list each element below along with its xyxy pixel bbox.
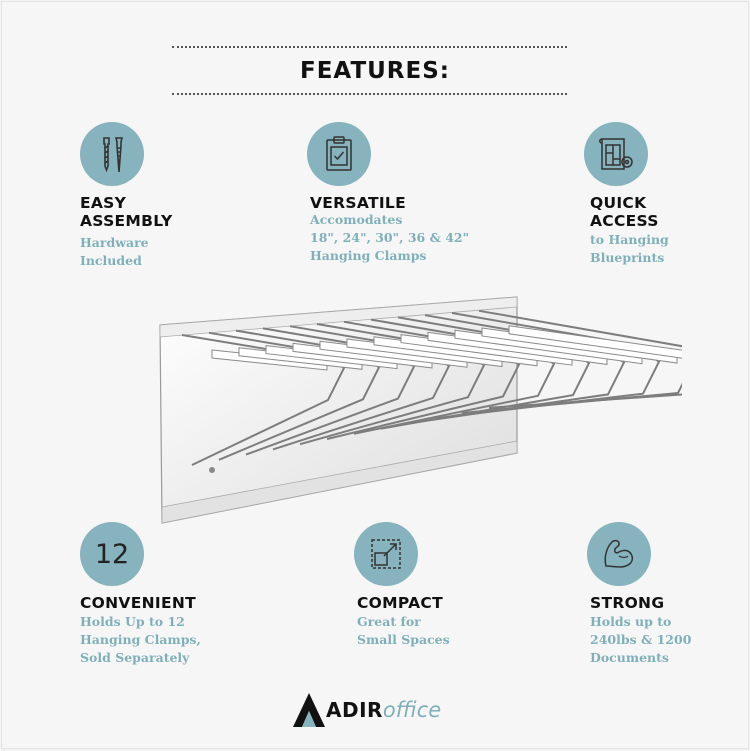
screw-anchor-icon bbox=[80, 122, 144, 186]
feature-title: CONVENIENT bbox=[80, 594, 196, 612]
feature-subtitle: Hardware Included bbox=[80, 235, 149, 268]
feature-quick-access bbox=[590, 122, 740, 282]
feature-title: VERSATILE bbox=[310, 194, 406, 212]
compress-arrows-icon bbox=[354, 522, 418, 586]
brand-name-light: office bbox=[382, 697, 442, 722]
page-title: FEATURES: bbox=[300, 58, 450, 84]
feature-compact bbox=[357, 522, 547, 682]
feature-easy-assembly bbox=[80, 122, 270, 282]
feature-versatile bbox=[310, 122, 510, 282]
feature-subtitle: Holds up to 240lbs & 1200 Documents bbox=[590, 614, 692, 665]
feature-subtitle: Great for Small Spaces bbox=[357, 614, 450, 647]
capacity-number: 12 bbox=[94, 538, 130, 570]
blueprint-icon bbox=[584, 122, 648, 186]
feature-subtitle: Accomodates 18", 24", 30", 36 & 42" Hanging Clamps bbox=[310, 212, 470, 263]
number-12-badge bbox=[80, 522, 144, 586]
top-dotted-divider bbox=[172, 46, 567, 48]
bottom-dotted-divider bbox=[172, 93, 567, 95]
feature-title: EASY ASSEMBLY bbox=[80, 194, 173, 230]
feature-convenient bbox=[80, 522, 270, 682]
feature-strong bbox=[590, 522, 740, 682]
flexed-bicep-icon bbox=[587, 522, 651, 586]
clipboard-check-icon bbox=[307, 122, 371, 186]
feature-title: STRONG bbox=[590, 594, 665, 612]
brand-logo bbox=[292, 687, 441, 732]
feature-subtitle: to Hanging Blueprints bbox=[590, 232, 669, 265]
feature-title: QUICK ACCESS bbox=[590, 194, 659, 230]
wall-rack-illustration bbox=[142, 295, 682, 525]
feature-title: COMPACT bbox=[357, 594, 443, 612]
feature-subtitle: Holds Up to 12 Hanging Clamps, Sold Separately bbox=[80, 614, 201, 665]
feature-sheet bbox=[1, 1, 749, 749]
brand-name-bold: ADIR bbox=[326, 697, 383, 722]
adir-logo-icon bbox=[292, 691, 326, 729]
